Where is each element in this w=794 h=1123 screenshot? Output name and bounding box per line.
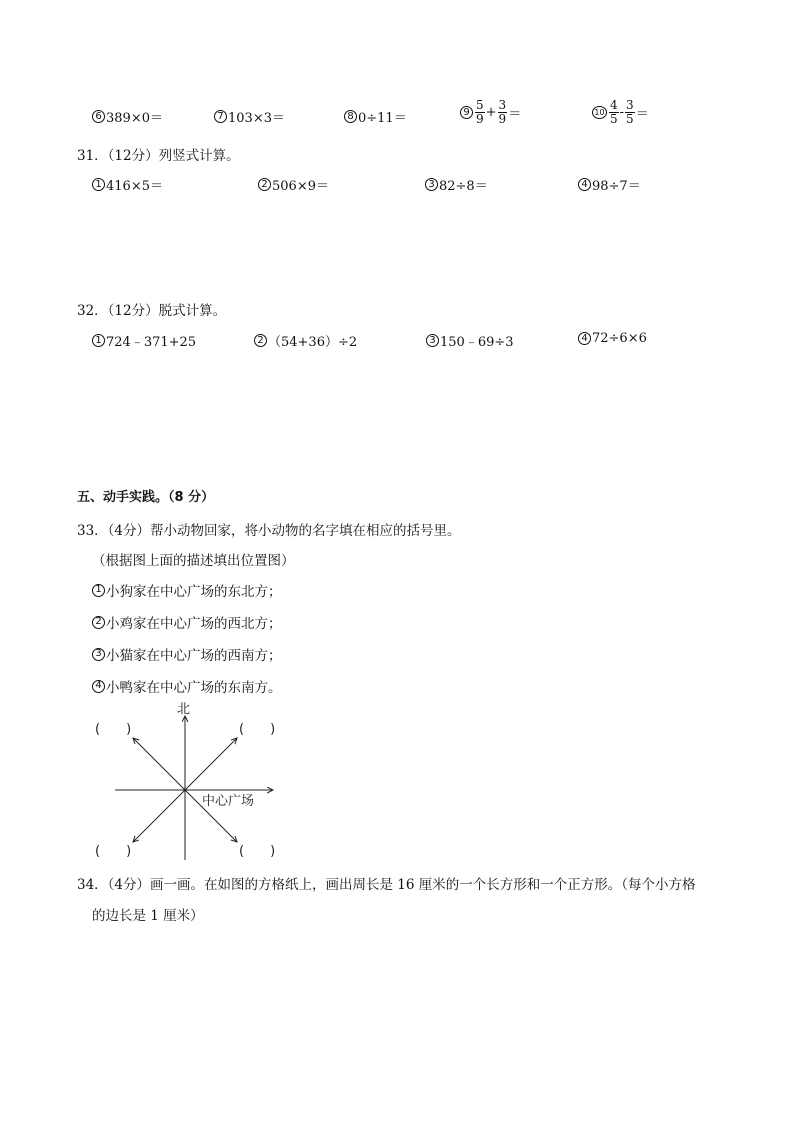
equals-sign: ＝: [635, 107, 649, 122]
item-number: 3: [92, 648, 105, 661]
q33-item-2: [92, 612, 282, 632]
expression: 103×3＝: [228, 111, 285, 126]
q32-item-1: [92, 331, 196, 350]
denominator: 5: [610, 112, 618, 126]
problem-6: [92, 107, 163, 126]
q31-item-3: [425, 175, 488, 194]
expression: 506×9＝: [272, 179, 329, 194]
denominator: 9: [476, 112, 484, 126]
expression: （54+36）÷2: [268, 335, 358, 350]
item-text: 小猫家在中心广场的西南方；: [106, 648, 282, 664]
problem-7: [214, 107, 285, 126]
northeast-blank: ( ): [239, 722, 276, 737]
question-32-title: 32．（12分）脱式计算。: [77, 303, 227, 319]
numerator: 4: [610, 98, 618, 112]
expression: 98÷7＝: [592, 179, 641, 194]
item-number: 10: [592, 106, 607, 119]
q33-item-1: [92, 580, 282, 600]
q32-item-4: [578, 331, 647, 346]
expression: 724﹣371+25: [106, 335, 197, 350]
fraction-1: [475, 99, 485, 126]
item-number: 2: [254, 334, 267, 347]
q32-item-2: [254, 331, 357, 350]
numerator: 3: [498, 98, 507, 112]
item-text: 小鸭家在中心广场的东南方。: [106, 680, 282, 696]
fraction-1: [609, 99, 619, 126]
question-31-title: 31．（12分）列竖式计算。: [77, 148, 240, 164]
problem-10: [592, 99, 649, 126]
q31-item-2: [258, 175, 329, 194]
item-text: 小鸡家在中心广场的西北方；: [106, 616, 282, 632]
question-33-title: 33．（4分）帮小动物回家，将小动物的名字填在相应的括号里。: [77, 523, 461, 539]
question-34-line-1: 34．（4分）画一画。在如图的方格纸上，画出周长是 16 厘米的一个长方形和一个正方形。（每个小方格: [77, 877, 696, 893]
problem-9: [460, 99, 521, 126]
northwest-blank: ( ): [95, 722, 132, 737]
question-34-line-2: 的边长是 1 厘米）: [92, 908, 204, 924]
operator: -: [619, 105, 625, 120]
q31-item-4: [578, 175, 641, 194]
southwest-arrow: [133, 790, 185, 842]
item-number: 6: [92, 110, 105, 123]
southeast-blank: ( ): [239, 844, 276, 859]
numerator: 3: [626, 98, 634, 112]
northwest-arrow: [133, 738, 185, 790]
item-number: 1: [92, 178, 105, 191]
northeast-arrow: [185, 738, 237, 790]
item-number: 1: [92, 584, 105, 597]
fraction-2: [498, 99, 508, 126]
item-number: 2: [92, 616, 105, 629]
equals-sign: ＝: [508, 107, 522, 122]
expression: 150﹣69÷3: [440, 335, 514, 350]
fraction-2: [625, 99, 635, 126]
southwest-blank: ( ): [95, 844, 132, 859]
item-number: 4: [578, 178, 591, 191]
denominator: 9: [498, 112, 507, 126]
q31-item-1: [92, 175, 163, 194]
numerator: 5: [476, 98, 484, 112]
item-number: 2: [258, 178, 271, 191]
denominator: 5: [626, 112, 634, 126]
operator: +: [485, 105, 497, 120]
expression: 0÷11＝: [358, 111, 407, 126]
item-number: 4: [578, 332, 591, 345]
item-number: 3: [425, 178, 438, 191]
question-33-note: （根据图上面的描述填出位置图）: [92, 553, 295, 569]
expression: 389×0＝: [106, 111, 163, 126]
position-diagram: [95, 700, 295, 862]
item-number: 1: [92, 334, 105, 347]
item-text: 小狗家在中心广场的东北方；: [106, 584, 282, 600]
expression: 82÷8＝: [439, 179, 488, 194]
item-number: 7: [214, 110, 227, 123]
center-label: 中心广场: [202, 794, 255, 809]
north-label: 北: [177, 702, 191, 717]
expression: 72÷6×6: [592, 331, 647, 346]
section-5-heading: 五、动手实践。（8 分）: [77, 490, 215, 505]
q32-item-3: [426, 331, 514, 350]
item-number: 9: [460, 106, 473, 119]
item-number: 8: [344, 110, 357, 123]
q33-item-4: [92, 676, 282, 696]
q33-item-3: [92, 644, 282, 664]
problem-8: [344, 107, 407, 126]
item-number: 3: [426, 334, 439, 347]
expression: 416×5＝: [106, 179, 163, 194]
item-number: 4: [92, 680, 105, 693]
